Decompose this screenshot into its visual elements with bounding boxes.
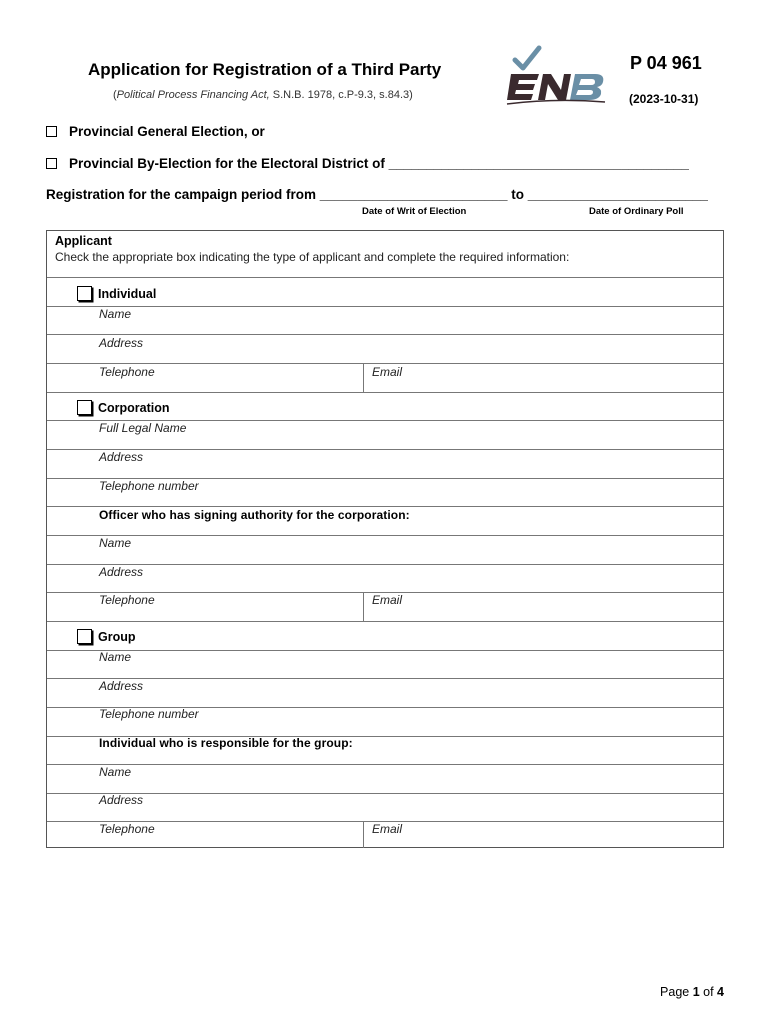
act-name: Political Process Financing Act, [116, 89, 270, 101]
corporation-checkbox[interactable] [77, 400, 92, 415]
option-by-election [46, 156, 689, 171]
applicant-instructions: Check the appropriate box indicating the type of applicant and complete the required information: [55, 250, 570, 264]
form-subtitle: (Political Process Financing Act, S.N.B. 1978, c.P-9.3, s.84.3) [113, 89, 413, 101]
corporation-label: Corporation [98, 400, 170, 415]
corporation-option [77, 400, 170, 415]
individual-email-field[interactable]: Email [372, 365, 403, 379]
caption-poll-date: Date of Ordinary Poll [589, 206, 684, 217]
officer-heading: Officer who has signing authority for the corporation: [99, 508, 410, 522]
general-election-checkbox[interactable] [46, 126, 57, 137]
enb-logo [505, 44, 607, 108]
group-name-field[interactable]: Name [99, 650, 132, 664]
individual-label: Individual [98, 286, 157, 301]
group-option [77, 629, 136, 644]
officer-address-field[interactable]: Address [99, 565, 144, 579]
group-label: Group [98, 629, 136, 644]
form-title: Application for Registration of a Third Party [88, 60, 442, 79]
corporation-legal-name-field[interactable]: Full Legal Name [99, 421, 187, 435]
individual-name-field[interactable]: Name [99, 307, 132, 321]
corporation-address-field[interactable]: Address [99, 450, 144, 464]
general-election-label: Provincial General Election, or [69, 124, 265, 139]
option-general-election [46, 124, 265, 139]
group-checkbox[interactable] [77, 629, 92, 644]
individual-telephone-field[interactable]: Telephone [99, 365, 155, 379]
by-election-label: Provincial By-Election for the Electoral District of ________________________________________ [69, 156, 689, 171]
individual-option [77, 286, 156, 301]
officer-telephone-field[interactable]: Telephone [99, 593, 155, 607]
officer-name-field[interactable]: Name [99, 536, 132, 550]
form-number: P 04 961 [630, 53, 702, 73]
applicant-heading: Applicant [55, 234, 112, 248]
responsible-heading: Individual who is responsible for the group: [99, 736, 353, 750]
corporation-telephone-field[interactable]: Telephone number [99, 479, 199, 493]
individual-address-field[interactable]: Address [99, 336, 144, 350]
responsible-telephone-field[interactable]: Telephone [99, 822, 155, 836]
individual-checkbox[interactable] [77, 286, 92, 301]
form-revision-date: (2023-10-31) [629, 92, 699, 106]
officer-email-field[interactable]: Email [372, 593, 403, 607]
group-address-field[interactable]: Address [99, 679, 144, 693]
applicant-section [46, 230, 724, 848]
by-election-checkbox[interactable] [46, 158, 57, 169]
page-number: Page 1 of 4 [660, 985, 724, 999]
responsible-name-field[interactable]: Name [99, 765, 132, 779]
caption-writ-date: Date of Writ of Election [362, 206, 467, 217]
campaign-period-line: Registration for the campaign period from _________________________ to ________________________ [46, 187, 708, 202]
responsible-address-field[interactable]: Address [99, 793, 144, 807]
group-telephone-field[interactable]: Telephone number [99, 707, 199, 721]
responsible-email-field[interactable]: Email [372, 822, 403, 836]
